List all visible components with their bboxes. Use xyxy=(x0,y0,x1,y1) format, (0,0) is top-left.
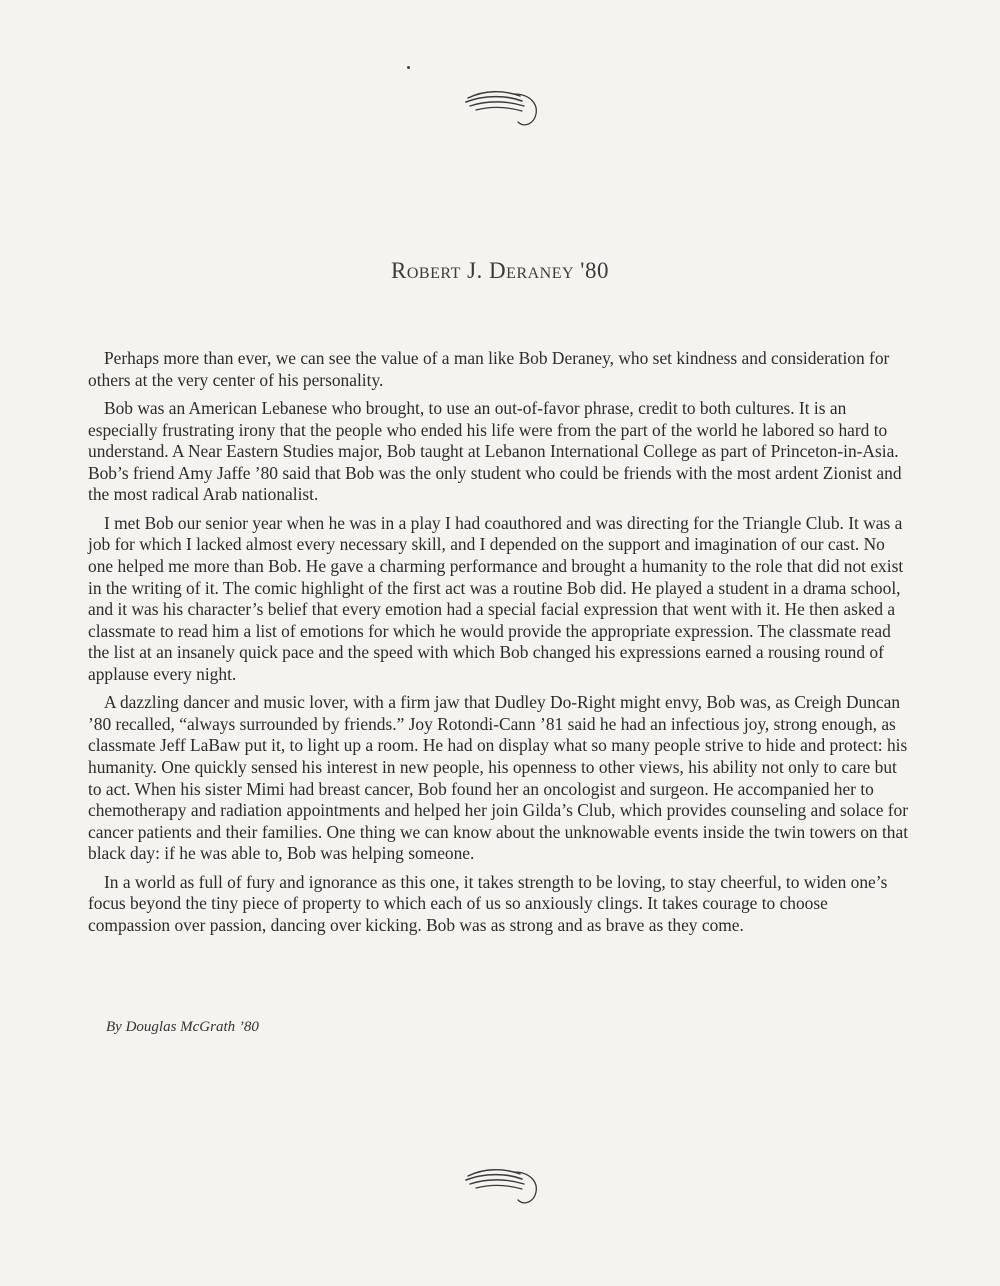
byline: By Douglas McGrath ’80 xyxy=(106,1019,259,1035)
swash-flourish-icon xyxy=(462,1164,542,1208)
article-body xyxy=(88,348,910,943)
paragraph: In a world as full of fury and ignorance as this one, it takes strength to be loving, to stay cheerful, to widen one’s focus beyond the tiny piece of property to which each of us so anxiously clings. It takes courage to choose compassion over passion, dancing over kicking. Bob was as strong and as brave as they come. xyxy=(88,871,888,936)
paragraph: A dazzling dancer and music lover, with a firm jaw that Dudley Do-Right might envy, Bob was, as Creigh Duncan ’80 recalled, “always surrounded by friends.” Joy Rotondi-Cann ’81 said he had an infectious joy, strong enough, as classmate Jeff LaBaw put it, to light up a room. He had on display what so many people strive to hide and protect: his humanity. One quickly sensed his interest in new people, his openness to other views, his ability not only to care but to act. When his sister Mimi had breast cancer, Bob found her an oncologist and surgeon. He accompanied her to chemotherapy and radiation appointments and helped her join Gilda’s Club, which provides counseling and solace for cancer patients and their families. One thing we can know about the unknowable events inside the twin towers on that black day: if he was able to, Bob was helping someone. xyxy=(88,692,909,864)
paragraph: Bob was an American Lebanese who brought, to use an out-of-favor phrase, credit to both cultures. It is an especially frustrating irony that the people who ended his life were from the part of the world he labored so hard to understand. A Near Eastern Studies major, Bob taught at Lebanon International College as part of Princeton-in-Asia. Bob’s friend Amy Jaffe ’80 said that Bob was the only student who could be friends with the most ardent Zionist and the most radical Arab nationalist. xyxy=(88,397,902,505)
paragraph: I met Bob our senior year when he was in a play I had coauthored and was directing for the Triangle Club. It was a job for which I lacked almost every necessary skill, and I depended on the support and imagination of our cast. No one helped me more than Bob. He gave a charming performance and brought a humanity to the role that did not exist in the writing of it. The comic highlight of the first act was a routine Bob did. He played a student in a drama school, and it was his character’s belief that every emotion had a special facial expression that went with it. He then asked a classmate to read him a list of emotions for which he would provide the appropriate expression. The classmate read the list at an insanely quick pace and the speed with which Bob changed his expressions earned a rousing round of applause every night. xyxy=(88,512,904,684)
paragraph: Perhaps more than ever, we can see the value of a man like Bob Deraney, who set kindness and consideration for others at the very center of his personality. xyxy=(88,348,890,390)
page-title: Robert J. Deraney '80 xyxy=(391,258,609,283)
swash-flourish-icon xyxy=(462,86,542,130)
paper-speck xyxy=(407,66,410,69)
